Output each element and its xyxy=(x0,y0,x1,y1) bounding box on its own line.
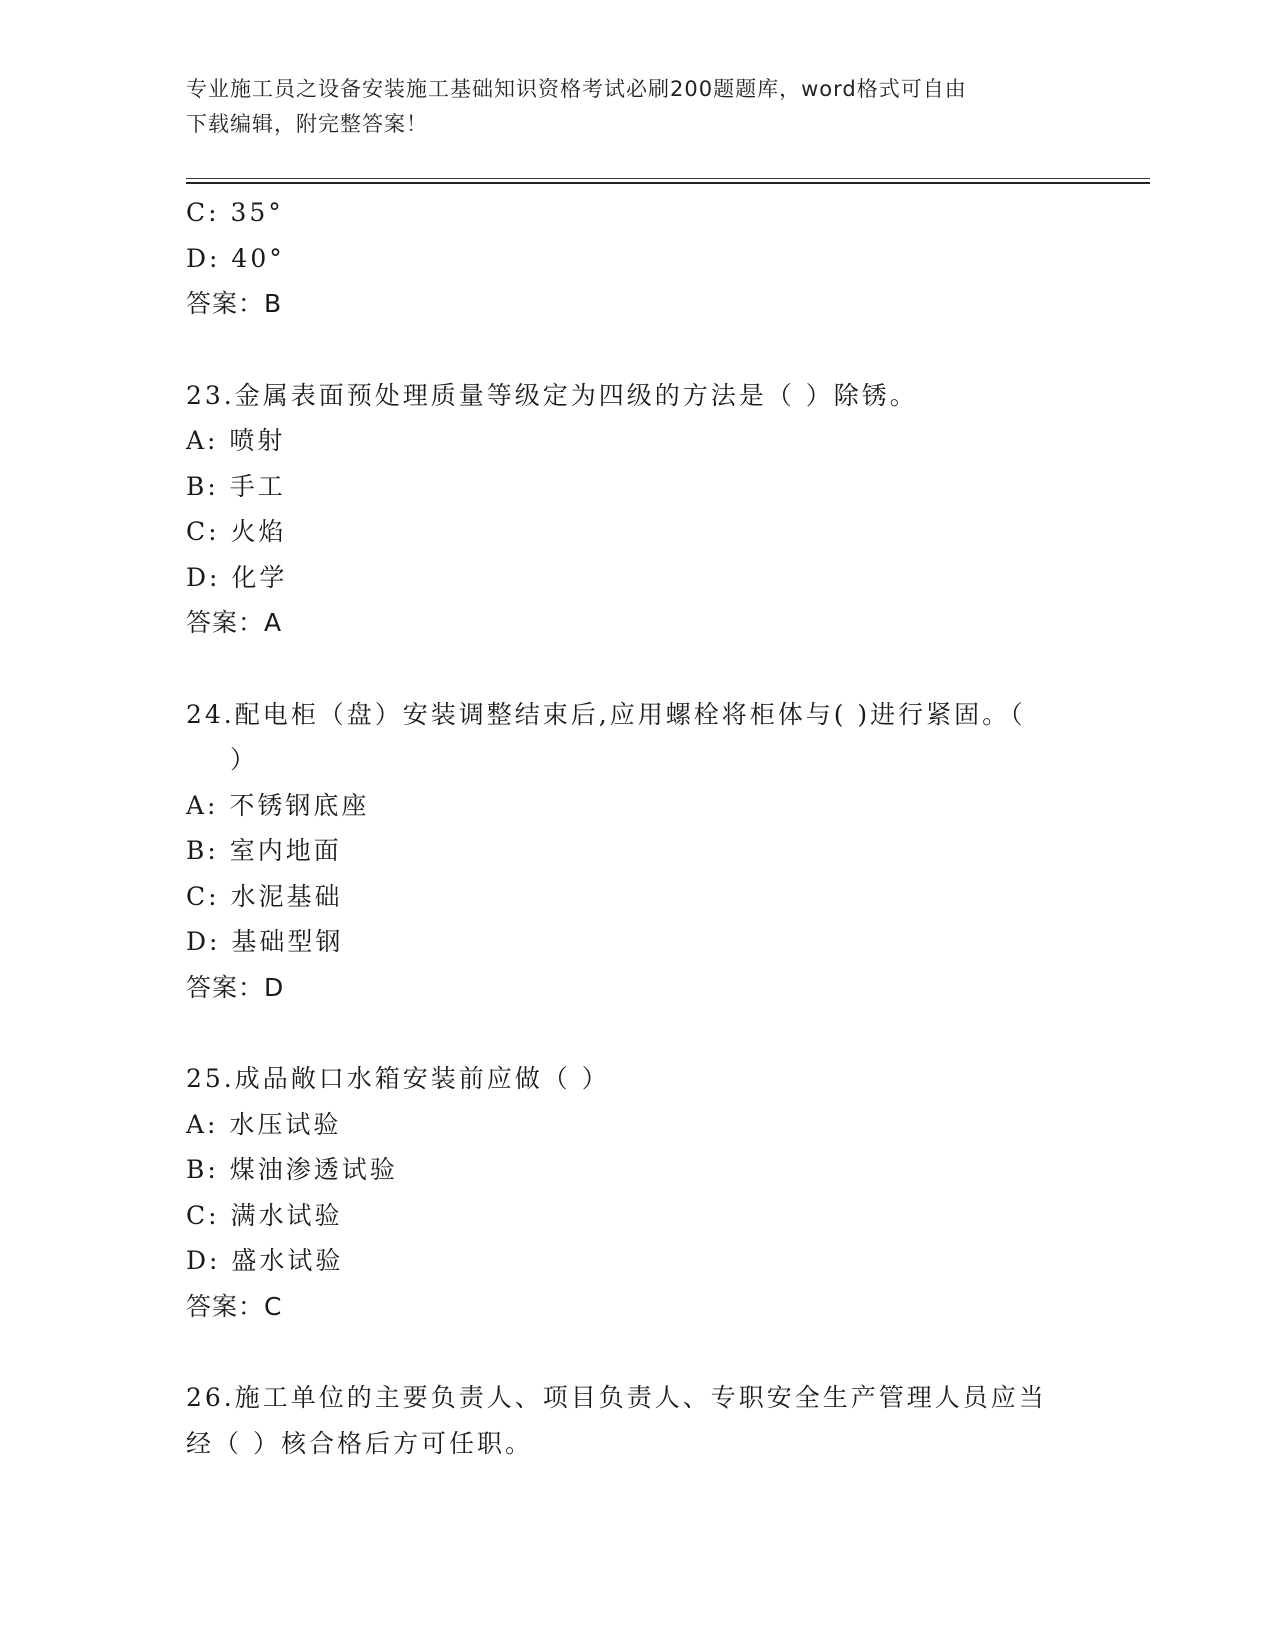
spacer xyxy=(186,327,1086,373)
q23-option-d: D: 化学 xyxy=(186,562,288,592)
q24-question-line-1: 24.配电柜（盘）安装调整结束后,应用螺栓将柜体与( )进行紧固。（ xyxy=(186,699,1026,729)
question-26-block xyxy=(186,1375,1086,1466)
spacer xyxy=(186,1329,1086,1375)
spacer xyxy=(186,646,1086,692)
question-22-block xyxy=(186,190,1086,327)
q23-option-a: A: 喷射 xyxy=(186,426,286,455)
q26-question-line-2: 经（ ）核合格后方可任职。 xyxy=(186,1428,533,1458)
q25-option-c: C: 满水试验 xyxy=(186,1200,343,1230)
spacer xyxy=(186,1010,1086,1056)
question-25-block xyxy=(186,1056,1086,1329)
q24-answer: 答案：D xyxy=(186,972,285,1002)
q25-option-b: B: 煤油渗透试验 xyxy=(186,1155,398,1184)
q22-answer: 答案：B xyxy=(186,289,283,318)
q23-question: 23.金属表面预处理质量等级定为四级的方法是（ ）除锈。 xyxy=(186,380,918,410)
q24-question-line-2: ） xyxy=(230,745,259,774)
q24-option-a: A: 不锈钢底座 xyxy=(186,790,370,820)
q25-option-d: D: 盛水试验 xyxy=(186,1246,344,1275)
question-24-block xyxy=(186,692,1086,1011)
q22-option-d: D: 40° xyxy=(186,243,285,273)
question-23-block xyxy=(186,373,1086,646)
header-line-2: 下载编辑，附完整答案！ xyxy=(186,112,428,136)
header-divider-thick xyxy=(186,182,1150,184)
q25-question: 25.成品敞口水箱安装前应做（ ） xyxy=(186,1064,610,1093)
q25-option-a: A: 水压试验 xyxy=(186,1109,342,1139)
document-body xyxy=(186,190,1086,1466)
header-divider-thin xyxy=(186,178,1150,179)
q26-question-line-1: 26.施工单位的主要负责人、项目负责人、专职安全生产管理人员应当 xyxy=(186,1383,1047,1412)
q23-answer: 答案：A xyxy=(186,608,283,637)
q23-option-c: C: 火焰 xyxy=(186,517,287,546)
q24-option-c: C: 水泥基础 xyxy=(186,881,343,911)
q24-option-b: B: 室内地面 xyxy=(186,836,342,865)
q25-answer: 答案：C xyxy=(186,1291,283,1321)
document-header xyxy=(186,72,1066,142)
q23-option-b: B: 手工 xyxy=(186,471,286,501)
header-line-1: 专业施工员之设备安装施工基础知识资格考试必刷200题题库，word格式可自由 xyxy=(186,77,967,101)
q24-option-d: D: 基础型钢 xyxy=(186,927,344,956)
q22-option-c: C: 35° xyxy=(186,198,284,227)
